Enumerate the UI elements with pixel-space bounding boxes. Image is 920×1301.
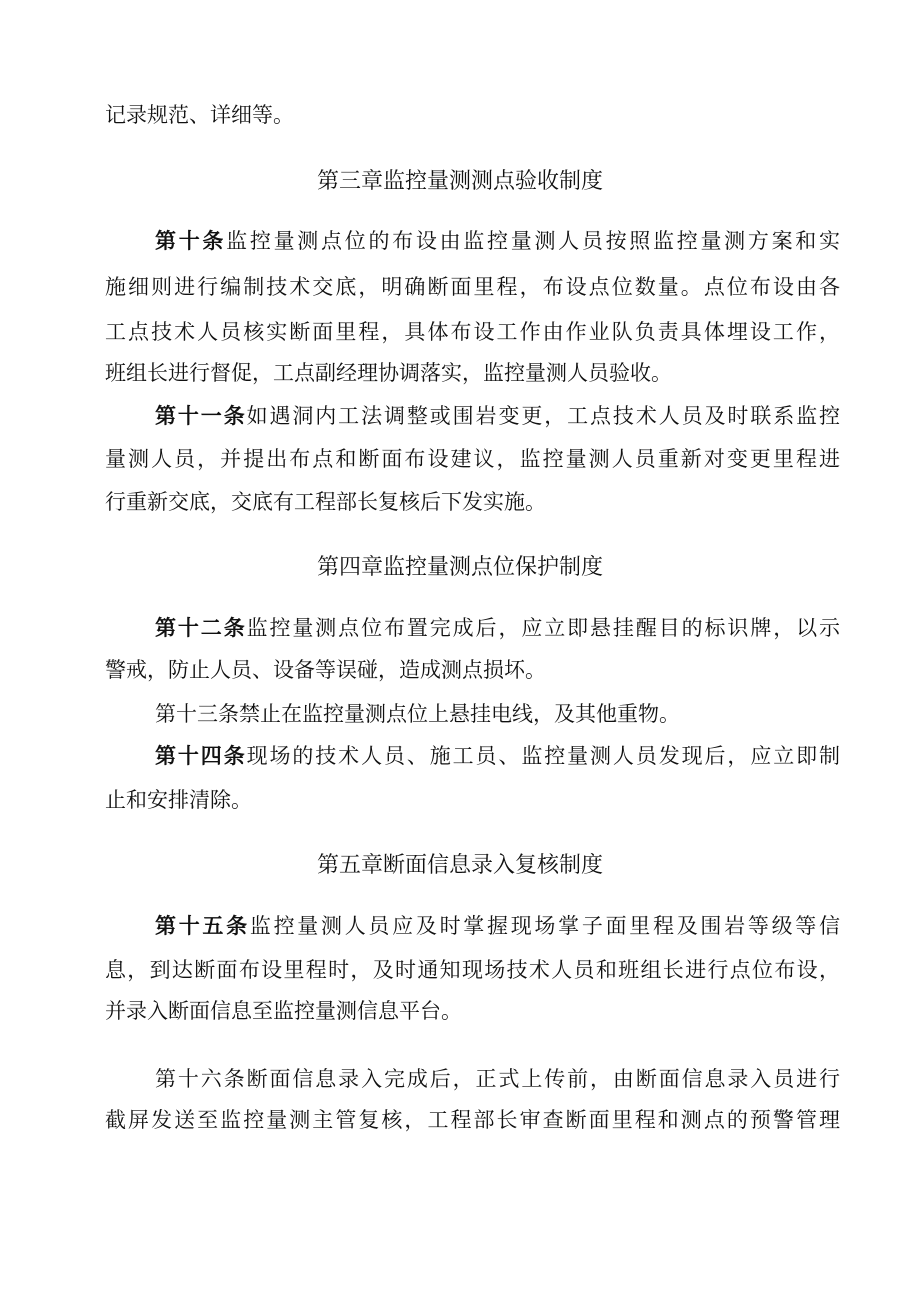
article-12-label: 第十二条 [155, 616, 247, 640]
article-16-line-1: 第十六条断面信息录入完成后，正式上传前，由断面信息录入员进行 [155, 1067, 840, 1091]
article-11-label: 第十一条 [155, 404, 247, 428]
article-13-line: 第十三条禁止在监控量测点位上悬挂电线，及其他重物。 [155, 702, 680, 726]
article-14-label: 第十四条 [155, 744, 247, 768]
article-15-label: 第十五条 [155, 914, 250, 938]
article-12-line-2: 警戒，防止人员、设备等误碰，造成测点损坏。 [105, 658, 546, 682]
article-10-line-1 [155, 226, 840, 256]
article-14-line-1 [155, 741, 840, 771]
article-15-line-2: 息，到达断面布设里程时，及时通知现场技术人员和班组长进行点位布设， [105, 958, 840, 982]
article-12-text-1: 监控量测点位布置完成后，应立即悬挂醒目的标识牌，以示 [246, 616, 840, 640]
paragraph-continuation: 记录规范、详细等。 [105, 103, 294, 127]
article-10-line-3: 工点技术人员核实断面里程，具体布设工作由作业队负责具体埋设工作， [105, 320, 840, 344]
article-10-text-1: 监控量测点位的布设由监控量测人员按照监控量测方案和实 [226, 229, 840, 253]
article-10-label: 第十条 [155, 229, 227, 253]
article-15-line-3: 并录入断面信息至监控量测信息平台。 [105, 999, 462, 1023]
article-11-line-2: 量测人员，并提出布点和断面布设建议，监控量测人员重新对变更里程进 [105, 447, 840, 471]
article-14-text-1: 现场的技术人员、施工员、监控量测人员发现后，应立即制 [246, 744, 840, 768]
article-11-line-3: 行重新交底，交底有工程部长复核后下发实施。 [105, 490, 546, 514]
article-15-line-1 [155, 911, 840, 941]
chapter-5-heading: 第五章断面信息录入复核制度 [316, 853, 603, 878]
article-10-line-2: 施细则进行编制技术交底，明确断面里程，布设点位数量。点位布设由各 [105, 275, 840, 299]
chapter-4-heading: 第四章监控量测点位保护制度 [316, 555, 603, 580]
chapter-3-heading: 第三章监控量测测点验收制度 [316, 169, 603, 194]
article-14-line-2: 止和安排清除。 [105, 788, 252, 812]
article-15-text-1: 监控量测人员应及时掌握现场掌子面里程及围岩等级等信 [249, 914, 840, 938]
article-12-line-1 [155, 613, 840, 643]
article-16-line-2: 截屏发送至监控量测主管复核，工程部长审查断面里程和测点的预警管理 [105, 1108, 840, 1132]
article-11-line-1 [155, 401, 840, 431]
article-11-text-1: 如遇洞内工法调整或围岩变更，工点技术人员及时联系监控 [246, 404, 840, 428]
article-10-line-4: 班组长进行督促，工点副经理协调落实，监控量测人员验收。 [105, 361, 672, 385]
